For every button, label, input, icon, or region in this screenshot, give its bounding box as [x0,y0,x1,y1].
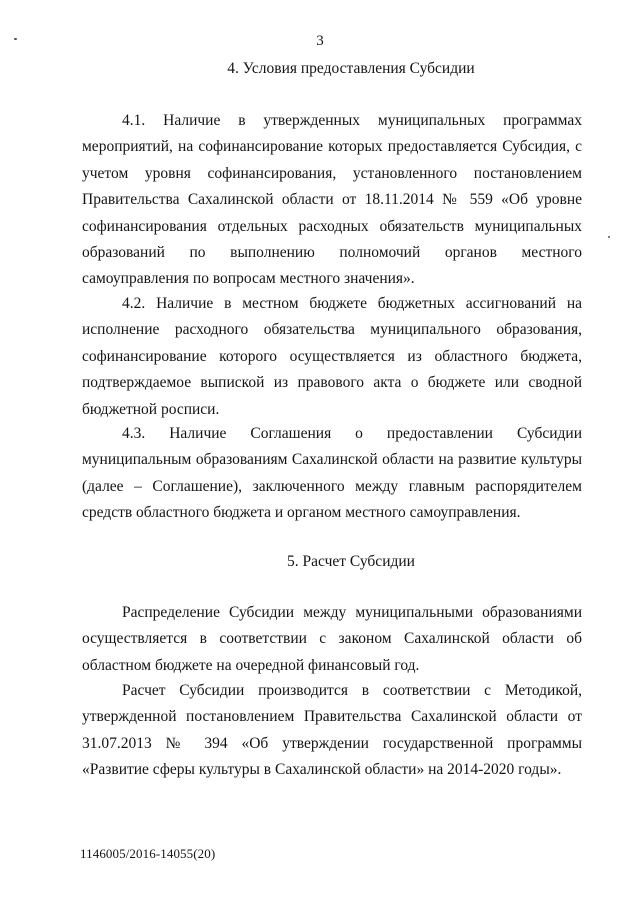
section-4-heading: 4. Условия предоставления Субсидии [227,60,475,77]
scan-speck [608,236,610,238]
paragraph-5-distribution: Распределение Субсидии между муниципальными образованиями осуществляется в соответствии с законом Сахалинской области об областном бюджете на очередной финансовый год. [82,604,582,674]
document-id-footer: 1146005/2016-14055(20) [80,846,216,861]
paragraph-4-1: 4.1. Наличие в утвержденных муниципальных программах мероприятий, на софинансирование которых предоставляется Субсидия, с учетом уровня софинансирования, установленного постановлением Правительства Сахалинской области от 18.11.2014 № 559 «Об уровне софинансирования отдельных расходных обязательств муниципальных образований по выполнению полномочий органов местного самоуправления по вопросам местного значения». [82,112,582,288]
page-number: 3 [316,33,324,49]
paragraph-4-2: 4.2. Наличие в местном бюджете бюджетных ассигнований на исполнение расходного обязательства муниципального образования, софинансирование которого осуществляется из областного бюджета, подтверждаемое выпиской из правового акта о бюджете или сводной бюджетной росписи. [82,295,582,418]
paragraph-5-calculation: Расчет Субсидии производится в соответствии с Методикой, утвержденной постановлением Правительства Сахалинской области от 31.07.2013 № 394 «Об утверждении государственной программы «Развитие сферы культуры в Сахалинской области» на 2014-2020 годы». [82,682,582,779]
section-5-heading: 5. Расчет Субсидии [287,553,415,570]
paragraph-4-3: 4.3. Наличие Соглашения о предоставлении Субсидии муниципальным образованиям Сахалинской области на развитие культуры (далее – Соглашение), заключенного между главным распорядителем средств областного бюджета и органом местного самоуправления. [82,425,582,522]
